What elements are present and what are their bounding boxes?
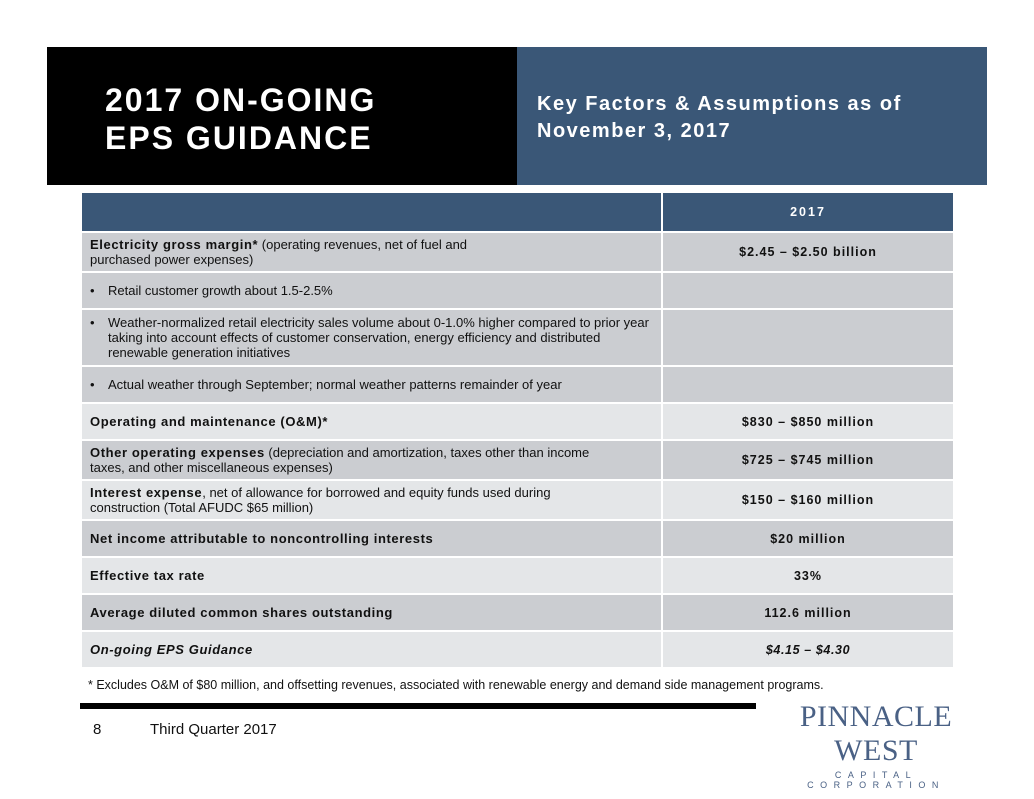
table-row bbox=[81, 557, 954, 594]
row-label bbox=[81, 480, 662, 520]
logo-name: PINNACLE WEST bbox=[799, 700, 953, 767]
row-value bbox=[662, 272, 954, 309]
footnote: * Excludes O&M of $80 million, and offsetting revenues, associated with renewable energy and demand side management programs. bbox=[88, 678, 824, 692]
row-label-bold: Net income attributable to noncontrolling interests bbox=[90, 531, 434, 546]
row-value bbox=[662, 309, 954, 366]
logo-subtitle: CAPITAL CORPORATION bbox=[807, 770, 945, 790]
row-label bbox=[81, 520, 662, 557]
row-label bbox=[81, 631, 662, 668]
row-label bbox=[81, 440, 662, 480]
row-value: $830 – $850 million bbox=[662, 403, 954, 440]
row-label bbox=[81, 557, 662, 594]
row-label-bold: Effective tax rate bbox=[90, 568, 205, 583]
row-value: $2.45 – $2.50 billion bbox=[662, 232, 954, 272]
bullet-item bbox=[90, 283, 653, 298]
row-label bbox=[81, 366, 662, 403]
bullet-text: Actual weather through September; normal weather patterns remainder of year bbox=[108, 377, 562, 392]
eps-guidance-value: $4.15 – $4.30 bbox=[765, 642, 851, 657]
row-label-bold: Operating and maintenance (O&M)* bbox=[90, 414, 329, 429]
table-row bbox=[81, 366, 954, 403]
row-label-bold: Other operating expenses bbox=[90, 445, 265, 460]
subtitle-panel bbox=[517, 47, 987, 185]
footer-quarter: Third Quarter 2017 bbox=[150, 721, 277, 738]
bullet-dot-icon: • bbox=[90, 315, 95, 330]
row-label bbox=[81, 272, 662, 309]
eps-guidance-row bbox=[81, 631, 954, 668]
table-row bbox=[81, 232, 954, 272]
row-label bbox=[81, 403, 662, 440]
bullet-item bbox=[90, 315, 653, 360]
page-number: 8 bbox=[93, 721, 102, 738]
row-label-bold: Electricity gross margin* bbox=[90, 237, 259, 252]
table-row bbox=[81, 594, 954, 631]
guidance-table bbox=[80, 191, 955, 669]
footer-rule bbox=[80, 703, 756, 709]
table-row bbox=[81, 440, 954, 480]
bullet-text: Retail customer growth about 1.5-2.5% bbox=[108, 283, 333, 298]
title-panel bbox=[47, 47, 517, 185]
bullet-text: Weather-normalized retail electricity sales volume about 0-1.0% higher compared to prior year taking into account effects of customer conservation, energy efficiency and distributed renewable generation initiatives bbox=[108, 315, 649, 360]
row-value: 112.6 million bbox=[662, 594, 954, 631]
row-label-bold: Average diluted common shares outstanding bbox=[90, 605, 393, 620]
row-value: $20 million bbox=[662, 520, 954, 557]
header-label-cell bbox=[81, 192, 662, 232]
page-title: 2017 ON-GOING EPS GUIDANCE bbox=[105, 82, 377, 156]
table-row bbox=[81, 480, 954, 520]
row-label bbox=[81, 594, 662, 631]
page-subtitle: Key Factors & Assumptions as of November 3, 2017 bbox=[537, 93, 902, 142]
table-header-row bbox=[81, 192, 954, 232]
row-label-bold-italic: On-going EPS Guidance bbox=[90, 642, 253, 657]
bullet-dot-icon: • bbox=[90, 377, 95, 392]
bullet-dot-icon: • bbox=[90, 283, 95, 298]
row-label-text: (operating revenues, net of fuel and purchased power expenses) bbox=[90, 237, 468, 267]
table-row bbox=[81, 520, 954, 557]
bullet-item bbox=[90, 377, 653, 392]
row-value bbox=[662, 631, 954, 668]
row-label bbox=[81, 309, 662, 366]
row-label-bold: Interest expense bbox=[90, 485, 203, 500]
row-value: $725 – $745 million bbox=[662, 440, 954, 480]
table-row bbox=[81, 403, 954, 440]
year-header: 2017 bbox=[662, 192, 954, 232]
row-value bbox=[662, 366, 954, 403]
row-label bbox=[81, 232, 662, 272]
row-label-text: (depreciation and amortization, taxes other than income taxes, and other miscellaneous expenses) bbox=[90, 445, 590, 475]
company-logo bbox=[778, 700, 974, 790]
table-row bbox=[81, 309, 954, 366]
row-value: 33% bbox=[662, 557, 954, 594]
row-label-text: , net of allowance for borrowed and equity funds used during construction (Total AFUDC $65 million) bbox=[90, 485, 551, 515]
table-row bbox=[81, 272, 954, 309]
row-value: $150 – $160 million bbox=[662, 480, 954, 520]
